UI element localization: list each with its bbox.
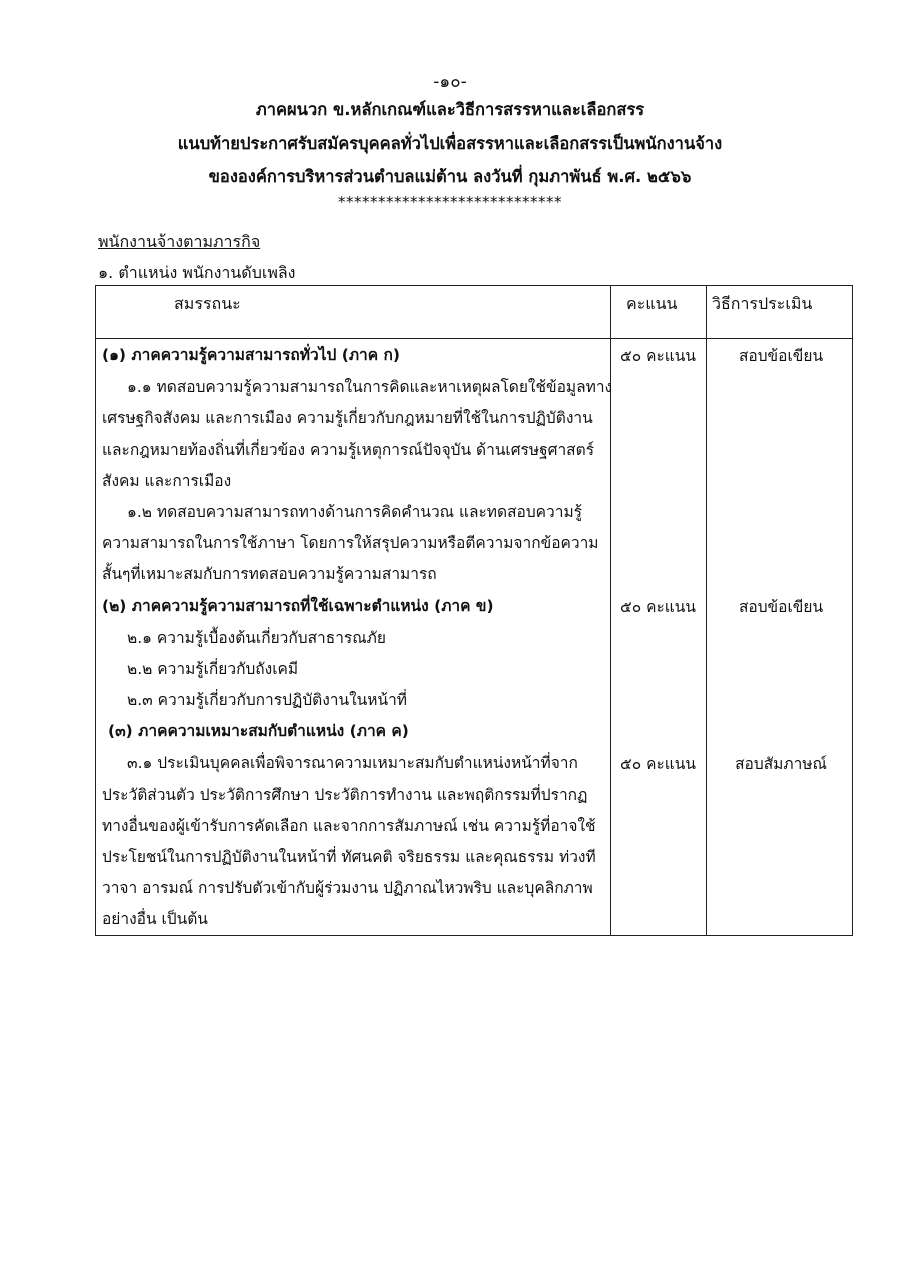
column-header-method: วิธีการประเมิน — [712, 294, 813, 313]
competency-line: ทางอื่นของผู้เข้ารับการคัดเลือก และจากการสัมภาษณ์ เช่น ความรู้ที่อาจใช้ — [102, 817, 596, 835]
method-part-c: สอบสัมภาษณ์ — [735, 755, 827, 773]
method-part-a: สอบข้อเขียน — [738, 347, 824, 365]
competency-line: และกฎหมายท้องถิ่นที่เกี่ยวข้อง ความรู้เหตุการณ์ปัจจุบัน ด้านเศรษฐศาสตร์ — [102, 441, 595, 459]
competency-line: ๒.๓ ความรู้เกี่ยวกับการปฏิบัติงานในหน้าที่ — [127, 691, 408, 709]
competency-line: ๒.๑ ความรู้เบื้องต้นเกี่ยวกับสาธารณภัย — [127, 629, 386, 647]
header-divider — [96, 338, 852, 339]
column-divider — [706, 286, 707, 935]
organization-date-title: ขององค์การบริหารส่วนตำบลแม่ต้าน ลงวันที่ กุมภาพันธ์ พ.ศ. ๒๕๖๖ — [208, 167, 692, 186]
competency-line: วาจา อารมณ์ การปรับตัวเข้ากับผู้ร่วมงาน ปฏิภาณไหวพริบ และบุคลิกภาพ — [102, 879, 593, 897]
score-part-a: ๕๐ คะแนน — [620, 347, 696, 365]
part-a-heading: (๑) ภาคความรู้ความสามารถทั่วไป (ภาค ก) — [102, 346, 400, 364]
competency-line: ๑.๑ ทดสอบความรู้ความสามารถในการคิดและหาเหตุผลโดยใช้ข้อมูลทาง — [127, 378, 613, 396]
score-part-b: ๕๐ คะแนน — [620, 598, 696, 616]
competency-line: ๒.๒ ความรู้เกี่ยวกับถังเคมี — [127, 660, 299, 678]
page-number: -๑๐- — [433, 72, 467, 92]
competency-line: เศรษฐกิจสังคม และการเมือง ความรู้เกี่ยวกับกฎหมายที่ใช้ในการปฏิบัติงาน — [102, 409, 593, 427]
competency-line: ๓.๑ ประเมินบุคคลเพื่อพิจารณาความเหมาะสมกับตำแหน่งหน้าที่จาก — [127, 754, 578, 772]
competency-table — [95, 285, 853, 936]
method-part-b: สอบข้อเขียน — [738, 598, 824, 616]
competency-line: ประวัติส่วนตัว ประวัติการศึกษา ประวัติการทำงาน และพฤติกรรมที่ปรากฏ — [102, 786, 588, 804]
competency-line: อย่างอื่น เป็นต้น — [102, 910, 208, 928]
part-b-heading: (๒) ภาคความรู้ความสามารถที่ใช้เฉพาะตำแหน่ง (ภาค ข) — [102, 597, 494, 615]
score-part-c: ๕๐ คะแนน — [620, 755, 696, 773]
column-header-score: คะแนน — [626, 294, 678, 313]
column-header-competency: สมรรถนะ — [174, 294, 241, 313]
competency-line: สังคม และการเมือง — [102, 472, 232, 490]
competency-line: ประโยชน์ในการปฏิบัติงานในหน้าที่ ทัศนคติ จริยธรรม และคุณธรรม ท่วงที — [102, 848, 596, 866]
position-line: ๑. ตำแหน่ง พนักงานดับเพลิง — [98, 263, 296, 282]
competency-line: ๑.๒ ทดสอบความสามารถทางด้านการคิดคำนวณ และทดสอบความรู้ — [127, 503, 582, 521]
competency-line: สั้นๆที่เหมาะสมกับการทดสอบความรู้ความสามารถ — [102, 565, 437, 583]
announcement-title: แนบท้ายประกาศรับสมัครบุคคลทั่วไปเพื่อสรรหาและเลือกสรรเป็นพนักงานจ้าง — [177, 134, 723, 153]
competency-line: ความสามารถในการใช้ภาษา โดยการให้สรุปความหรือตีความจากข้อความ — [102, 534, 599, 552]
part-c-heading: (๓) ภาคความเหมาะสมกับตำแหน่ง (ภาค ค) — [108, 722, 409, 740]
appendix-title: ภาคผนวก ข.หลักเกณฑ์และวิธีการสรรหาและเลือกสรร — [255, 100, 645, 119]
star-divider: **************************** — [338, 193, 562, 211]
section-title: พนักงานจ้างตามภารกิจ — [98, 232, 261, 251]
